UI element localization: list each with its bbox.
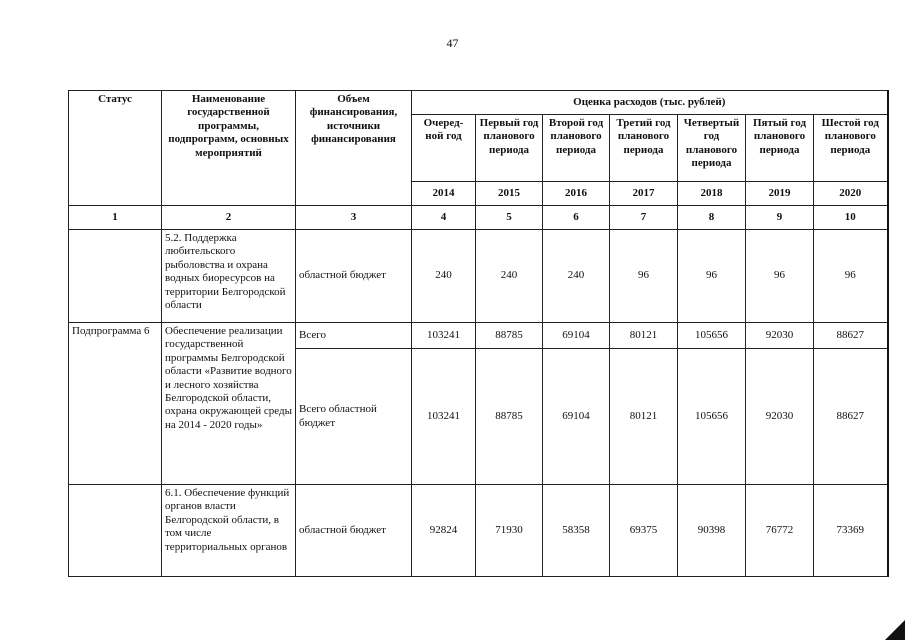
row-value: 96: [678, 230, 746, 323]
row-value: 88785: [476, 349, 543, 485]
column-number: 3: [296, 206, 412, 230]
column-number: 2: [162, 206, 296, 230]
column-number: 4: [412, 206, 476, 230]
header-year: 2017: [610, 182, 678, 206]
row-funding: Всего: [296, 323, 412, 349]
column-number: 9: [746, 206, 814, 230]
row-value: 240: [412, 230, 476, 323]
column-number: 5: [476, 206, 543, 230]
row-value: 96: [746, 230, 814, 323]
column-number: 7: [610, 206, 678, 230]
header-year: 2014: [412, 182, 476, 206]
row-value: 96: [814, 230, 888, 323]
header-name: Наименование государственной программы, подпрограмм, основных мероприятий: [162, 91, 296, 206]
row-funding: областной бюджет: [296, 485, 412, 577]
row-value: 92824: [412, 485, 476, 577]
row-value: 92030: [746, 349, 814, 485]
row-value: 69104: [543, 323, 610, 349]
column-number: 8: [678, 206, 746, 230]
row-value: 88785: [476, 323, 543, 349]
row-value: 240: [476, 230, 543, 323]
header-year: 2016: [543, 182, 610, 206]
table-row: [69, 485, 888, 577]
column-number: 1: [69, 206, 162, 230]
header-estimate: Оценка расходов (тыс. рублей): [412, 91, 888, 115]
row-value: 105656: [678, 323, 746, 349]
scan-corner-mark: [885, 620, 905, 640]
row-value: 69375: [610, 485, 678, 577]
row-value: 71930: [476, 485, 543, 577]
header-funding: Объем финансирования, источники финансирования: [296, 91, 412, 206]
row-funding: областной бюджет: [296, 230, 412, 323]
page-number: 47: [446, 36, 459, 50]
header-year: 2019: [746, 182, 814, 206]
header-period: Второй год планового периода: [543, 115, 610, 182]
header-year: 2018: [678, 182, 746, 206]
header-period: Первый год планового периода: [476, 115, 543, 182]
row-value: 58358: [543, 485, 610, 577]
row-value: 73369: [814, 485, 888, 577]
row-value: 103241: [412, 323, 476, 349]
budget-table: [68, 90, 889, 577]
row-value: 88627: [814, 349, 888, 485]
header-period: Третий год планового периода: [610, 115, 678, 182]
row-status: [69, 485, 162, 577]
row-value: 103241: [412, 349, 476, 485]
header-period: Очеред-ной год: [412, 115, 476, 182]
row-status: [69, 230, 162, 323]
table-row: [69, 230, 888, 323]
row-value: 240: [543, 230, 610, 323]
row-value: 92030: [746, 323, 814, 349]
row-status: Подпрограмма 6: [69, 323, 162, 485]
row-value: 80121: [610, 323, 678, 349]
row-value: 80121: [610, 349, 678, 485]
header-period: Пятый год планового периода: [746, 115, 814, 182]
row-value: 88627: [814, 323, 888, 349]
row-value: 105656: [678, 349, 746, 485]
header-status: Статус: [69, 91, 162, 206]
table-row: [69, 323, 888, 349]
header-period: Четвертый год планового периода: [678, 115, 746, 182]
row-funding: Всего областной бюджет: [296, 349, 412, 485]
header-period: Шестой год планового периода: [814, 115, 888, 182]
row-name: 6.1. Обеспечение функций органов власти Белгородской области, в том числе территориальных органов: [162, 485, 296, 577]
row-value: 76772: [746, 485, 814, 577]
row-name: 5.2. Поддержка любительского рыболовства и охрана водных биоресурсов на территории Белгородской области: [162, 230, 296, 323]
column-number: 6: [543, 206, 610, 230]
column-number: 10: [814, 206, 888, 230]
row-value: 96: [610, 230, 678, 323]
row-value: 90398: [678, 485, 746, 577]
row-name: Обеспечение реализации государственной программы Белгородской области «Развитие водного и лесного хозяйства Белгородской области, охрана окружающей среды на 2014 - 2020 годы»: [162, 323, 296, 485]
header-year: 2020: [814, 182, 888, 206]
header-year: 2015: [476, 182, 543, 206]
row-value: 69104: [543, 349, 610, 485]
